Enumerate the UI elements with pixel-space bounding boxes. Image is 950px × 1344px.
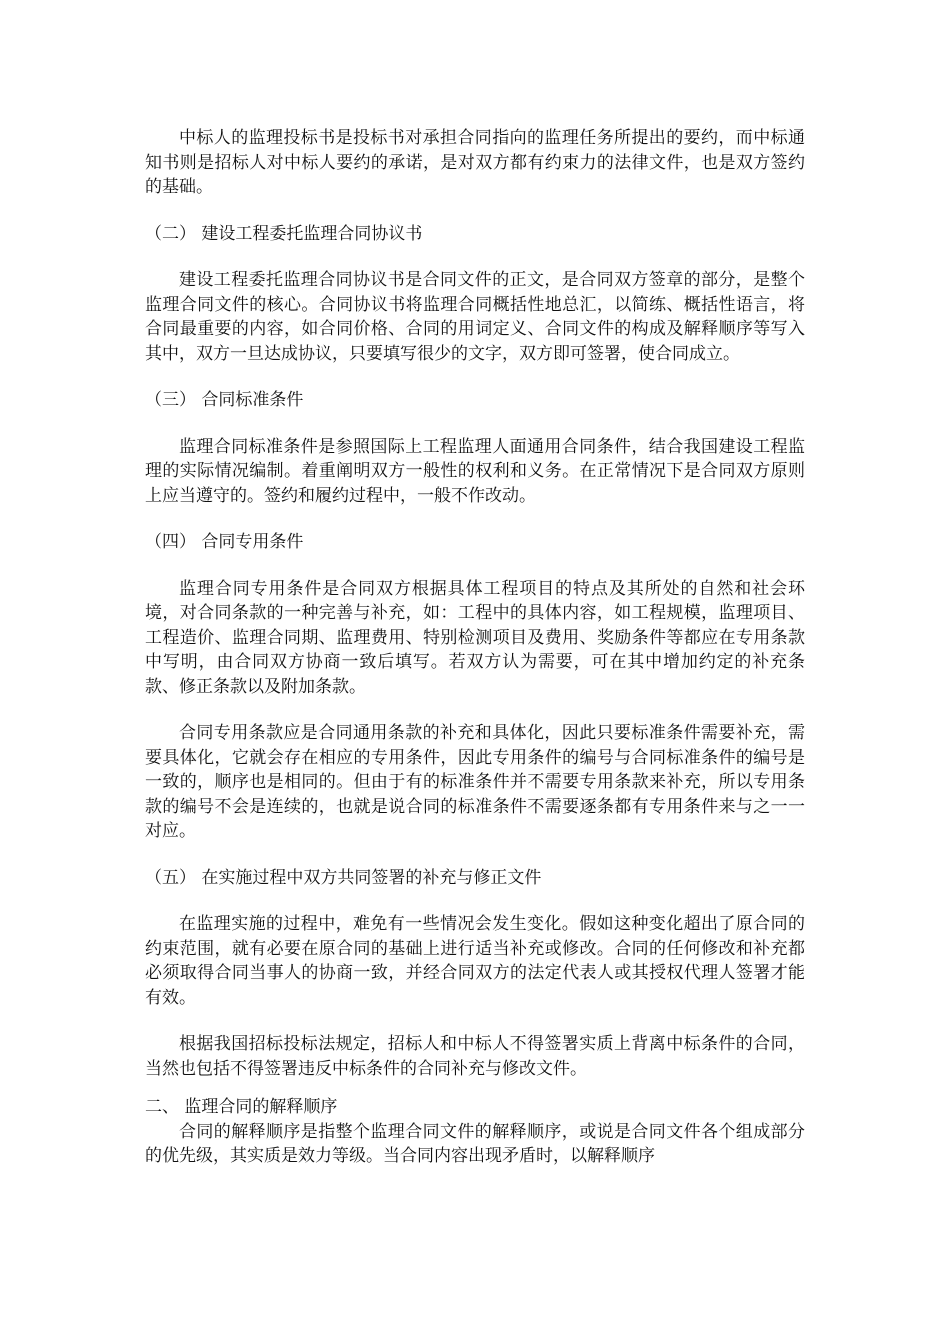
heading-agreement: （二） 建设工程委托监理合同协议书	[145, 223, 423, 244]
paragraph-agreement: 建设工程委托监理合同协议书是合同文件的正文，是合同双方签章的部分，是整个监理合同文件的核心。合同协议书将监理合同概括性地总汇，以简练、概括性语言，将合同最重要的内容，如合同价格、合同的用词定义、合同文件的构成及解释顺序等写入其中，双方一旦达成协议，只要填写很少的文字，双方即可签署，使合同成立。	[145, 270, 805, 364]
paragraph-bidding-law: 根据我国招标投标法规定，招标人和中标人不得签署实质上背离中标条件的合同，当然也包括不得签署违反中标条件的合同补充与修改文件。	[145, 1034, 805, 1079]
heading-interpretation-order: 二、 监理合同的解释顺序	[145, 1097, 338, 1117]
heading-supplements: （五） 在实施过程中双方共同签署的补充与修正文件	[145, 867, 542, 888]
paragraph-interpretation-order: 合同的解释顺序是指整个监理合同文件的解释顺序，或说是合同文件各个组成部分的优先级，其实质是效力等级。当合同内容出现矛盾时，以解释顺序	[145, 1121, 805, 1166]
paragraph-special-clauses: 合同专用条款应是合同通用条款的补充和具体化，因此只要标准条件需要补充，需要具体化，它就会存在相应的专用条件，因此专用条件的编号与合同标准条件的编号是一致的，顺序也是相同的。但由于有的标准条件并不需要专用条款来补充，所以专用条款的编号不会是连续的，也就是说合同的标准条件不需要逐条都有专用条件来与之一一对应。	[145, 723, 805, 841]
document-page	[145, 126, 805, 1169]
paragraph-special-conditions: 监理合同专用条件是合同双方根据具体工程项目的特点及其所处的自然和社会环境，对合同条款的一种完善与补充，如：工程中的具体内容，如工程规模，监理项目、工程造价、监理合同期、监理费用、特别检测项目及费用、奖励条件等都应在专用条款中写明，由合同双方协商一致后填写。若双方认为需要，可在其中增加约定的补充条款、修正条款以及附加条款。	[145, 578, 805, 697]
heading-special-conditions: （四） 合同专用条件	[145, 532, 304, 552]
paragraph-standard-conditions: 监理合同标准条件是参照国际上工程监理人面通用合同条件，结合我国建设工程监理的实际情况编制。着重阐明双方一般性的权利和义务。在正常情况下是合同双方原则上应当遵守的。签约和履约过程中，一般不作改动。	[145, 436, 805, 506]
paragraph-supplements: 在监理实施的过程中，难免有一些情况会发生变化。假如这种变化超出了原合同的约束范围，就有必要在原合同的基础上进行适当补充或修改。合同的任何修改和补充都必须取得合同当事人的协商一致，并经合同双方的法定代表人或其授权代理人签署才能有效。	[145, 914, 805, 1008]
heading-standard-conditions: （三） 合同标准条件	[145, 390, 304, 410]
paragraph-bid-documents: 中标人的监理投标书是投标书对承担合同指向的监理任务所提出的要约，而中标通知书则是招标人对中标人要约的承诺，是对双方都有约束力的法律文件，也是双方签约的基础。	[145, 128, 805, 197]
